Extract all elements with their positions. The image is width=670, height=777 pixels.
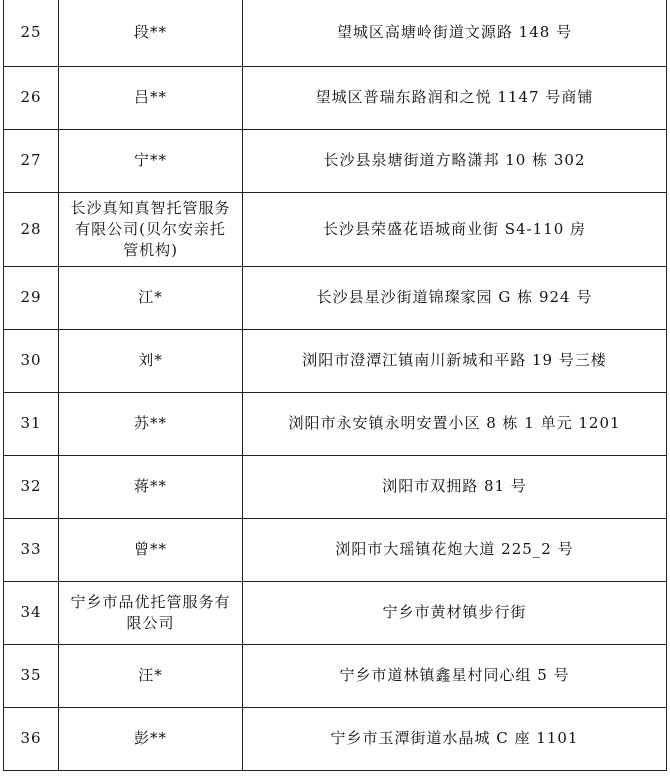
row-number: 25 — [4, 0, 59, 66]
row-number: 34 — [4, 581, 59, 644]
address-cell: 浏阳市永安镇永明安置小区 8 栋 1 单元 1201 — [243, 392, 667, 455]
name-text: 刘* — [138, 351, 163, 369]
address-cell: 浏阳市双拥路 81 号 — [243, 455, 667, 518]
table-row — [4, 129, 667, 192]
address-cell: 浏阳市大瑶镇花炮大道 225_2 号 — [243, 518, 667, 581]
name-cell — [59, 518, 243, 581]
name-cell — [59, 192, 243, 266]
name-cell — [59, 581, 243, 644]
row-number: 33 — [4, 518, 59, 581]
address-cell: 宁乡市道林镇鑫星村同心组 5 号 — [243, 644, 667, 707]
records-table — [3, 0, 667, 771]
address-cell: 宁乡市玉潭街道水晶城 C 座 1101 — [243, 707, 667, 770]
table-row — [4, 455, 667, 518]
table-row — [4, 392, 667, 455]
name-text: 汪* — [138, 666, 163, 684]
table-row — [4, 266, 667, 329]
row-number: 31 — [4, 392, 59, 455]
name-cell — [59, 266, 243, 329]
table-row — [4, 707, 667, 770]
name-cell — [59, 455, 243, 518]
name-text: 江* — [138, 288, 163, 306]
row-number: 26 — [4, 66, 59, 129]
row-number: 32 — [4, 455, 59, 518]
row-number: 27 — [4, 129, 59, 192]
name-cell — [59, 644, 243, 707]
name-text: 长沙真知真智托管服务有限公司(贝尔安亲托管机构) — [70, 198, 231, 259]
address-cell: 长沙县星沙街道锦璨家园 G 栋 924 号 — [243, 266, 667, 329]
table-row — [4, 644, 667, 707]
address-cell: 长沙县泉塘街道方略潇邦 10 栋 302 — [243, 129, 667, 192]
address-cell: 望城区高塘岭街道文源路 148 号 — [243, 0, 667, 66]
table-row — [4, 66, 667, 129]
name-text: 苏** — [133, 414, 167, 432]
name-text: 彭** — [133, 729, 167, 747]
row-number: 36 — [4, 707, 59, 770]
row-number: 30 — [4, 329, 59, 392]
table-row — [4, 329, 667, 392]
row-number: 28 — [4, 192, 59, 266]
name-cell — [59, 707, 243, 770]
name-text: 曾** — [133, 540, 167, 558]
row-number: 35 — [4, 644, 59, 707]
name-cell — [59, 0, 243, 66]
address-cell: 望城区普瑞东路润和之悦 1147 号商铺 — [243, 66, 667, 129]
name-cell — [59, 392, 243, 455]
table-row — [4, 518, 667, 581]
table-row — [4, 192, 667, 266]
table-row — [4, 0, 667, 66]
name-cell — [59, 66, 243, 129]
table-row — [4, 581, 667, 644]
name-text: 宁** — [133, 151, 167, 169]
address-cell: 长沙县荣盛花语城商业街 S4-110 房 — [243, 192, 667, 266]
name-text: 吕** — [133, 88, 167, 106]
row-number: 29 — [4, 266, 59, 329]
name-cell — [59, 129, 243, 192]
name-text: 蒋** — [133, 477, 167, 495]
name-text: 宁乡市品优托管服务有限公司 — [70, 592, 231, 632]
name-cell — [59, 329, 243, 392]
address-cell: 宁乡市黄材镇步行街 — [243, 581, 667, 644]
address-cell: 浏阳市澄潭江镇南川新城和平路 19 号三楼 — [243, 329, 667, 392]
name-text: 段** — [133, 23, 167, 42]
